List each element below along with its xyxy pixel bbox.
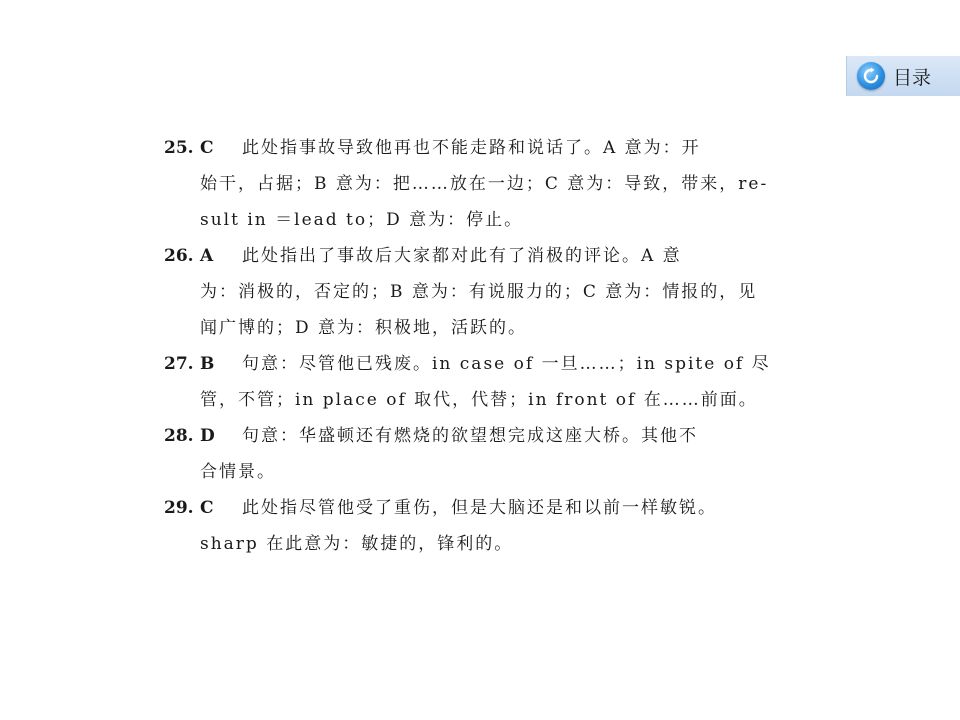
explanation-line: 闻广博的；D 意为：积极地，活跃的。 bbox=[200, 318, 528, 338]
answer-item-29 bbox=[164, 490, 804, 562]
explanation-line: sharp 在此意为：敏捷的，锋利的。 bbox=[200, 534, 514, 554]
explanation-line: 此处指尽管他受了重伤，但是大脑还是和以前一样敏锐。 bbox=[242, 498, 717, 518]
explanation-line: 为：消极的，否定的；B 意为：有说服力的；C 意为：情报的，见 bbox=[200, 282, 758, 302]
explanation-line: 始干，占据；B 意为：把……放在一边；C 意为：导致，带来，re- bbox=[200, 174, 769, 194]
question-number: 28. bbox=[164, 426, 194, 446]
refresh-circle-icon bbox=[857, 62, 885, 90]
answer-letter: B bbox=[200, 354, 215, 374]
explanation-line: 句意：尽管他已残废。in case of 一旦……；in spite of 尽 bbox=[242, 354, 771, 374]
explanation-line: sult in ＝lead to；D 意为：停止。 bbox=[200, 210, 524, 230]
answer-item-26 bbox=[164, 238, 804, 346]
toc-label: 目录 bbox=[893, 66, 932, 89]
explanation-line: 此处指出了事故后大家都对此有了消极的评论。A 意 bbox=[242, 246, 682, 266]
answer-item-28 bbox=[164, 418, 804, 490]
answer-letter: C bbox=[200, 138, 214, 158]
answer-item-27 bbox=[164, 346, 804, 418]
answer-letter: D bbox=[200, 426, 215, 446]
answer-letter: A bbox=[200, 246, 214, 266]
question-number: 26. bbox=[164, 246, 194, 266]
answer-letter: C bbox=[200, 498, 214, 518]
question-number: 27. bbox=[164, 354, 194, 374]
explanation-line: 管，不管；in place of 取代，代替；in front of 在……前面。 bbox=[200, 390, 758, 410]
question-number: 29. bbox=[164, 498, 194, 518]
question-number: 25. bbox=[164, 138, 194, 158]
explanation-line: 此处指事故导致他再也不能走路和说话了。A 意为：开 bbox=[242, 138, 701, 158]
answer-list bbox=[164, 130, 804, 562]
explanation-line: 合情景。 bbox=[200, 462, 276, 482]
toc-button[interactable] bbox=[846, 56, 960, 96]
explanation-line: 句意：华盛顿还有燃烧的欲望想完成这座大桥。其他不 bbox=[242, 426, 698, 446]
answer-item-25 bbox=[164, 130, 804, 238]
